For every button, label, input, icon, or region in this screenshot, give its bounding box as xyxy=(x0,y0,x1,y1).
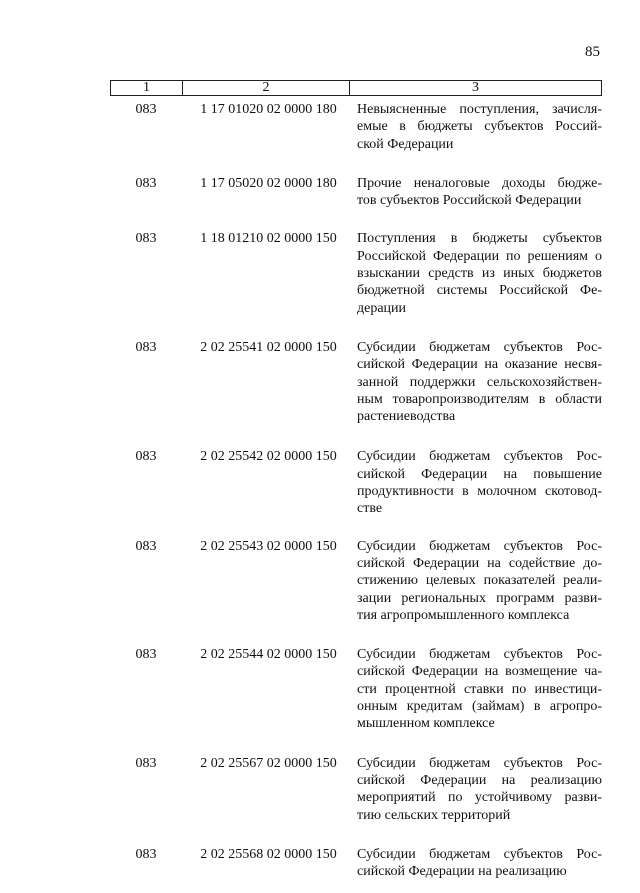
revenue-description xyxy=(349,448,602,517)
admin-code: 083 xyxy=(135,175,157,191)
description-line: бюджетной системы Российской Фе- xyxy=(357,283,602,299)
description-line: Прочие неналоговые доходы бюдже- xyxy=(357,175,602,191)
description-line: сийской Федерации на реализацию xyxy=(357,864,567,880)
table-row xyxy=(110,755,602,824)
description-line: зации региональных программ разви- xyxy=(357,590,602,606)
admin-code: 083 xyxy=(135,755,157,771)
table-row xyxy=(110,538,602,624)
description-line: сти процентной ставки по инвестици- xyxy=(357,681,602,697)
description-line: Субсидии бюджетам субъектов Рос- xyxy=(357,647,602,663)
table-row xyxy=(110,230,602,316)
budget-classification-code: 1 17 01020 02 0000 180 xyxy=(200,102,337,117)
description-line: Субсидии бюджетам субъектов Рос- xyxy=(357,538,602,554)
description-line: онным кредитам (займам) в агропро- xyxy=(357,699,602,715)
budget-classification-code: 1 17 05020 02 0000 180 xyxy=(200,175,337,191)
budget-classification-code: 2 02 25542 02 0000 150 xyxy=(200,449,337,465)
description-line: стижению целевых показателей реали- xyxy=(357,573,602,589)
description-line: Субсидии бюджетам субъектов Рос- xyxy=(357,846,602,862)
budget-classification-code: 2 02 25567 02 0000 150 xyxy=(200,755,337,771)
budget-classification-code: 1 18 01210 02 0000 150 xyxy=(200,231,337,247)
revenue-description xyxy=(349,646,602,732)
description-line: Российской Федерации по решениям о xyxy=(357,248,602,264)
description-line: сийской Федерации на оказание несвя- xyxy=(357,357,602,373)
table-row xyxy=(110,339,602,425)
budget-classification-code: 2 02 25541 02 0000 150 xyxy=(200,339,337,355)
description-line: тия агропромышленного комплекса xyxy=(357,607,570,623)
description-line: Субсидии бюджетам субъектов Рос- xyxy=(357,339,602,355)
header-col-3: 3 xyxy=(472,80,479,95)
admin-code: 083 xyxy=(135,339,157,355)
description-line: занной поддержки сельскохозяйствен- xyxy=(357,374,602,390)
table-row xyxy=(110,101,602,153)
budget-classification-code: 2 02 25543 02 0000 150 xyxy=(200,538,337,554)
description-line: Поступления в бюджеты субъектов xyxy=(357,231,602,247)
table-header xyxy=(110,80,602,96)
revenue-description xyxy=(349,538,602,624)
revenue-description xyxy=(349,230,602,316)
admin-code: 083 xyxy=(135,449,157,465)
revenue-description xyxy=(349,339,602,425)
description-line: емые в бюджеты субъектов Россий- xyxy=(357,119,602,135)
table-row xyxy=(110,846,602,881)
header-col-1: 1 xyxy=(111,81,183,95)
description-line: сийской Федерации на содействие до- xyxy=(357,555,602,571)
revenue-description xyxy=(349,755,602,824)
description-line: дерации xyxy=(357,300,407,316)
description-line: продуктивности в молочном скотовод- xyxy=(357,484,602,500)
description-line: сийской Федерации на реализацию xyxy=(357,772,602,788)
description-line: Субсидии бюджетам субъектов Рос- xyxy=(357,755,602,771)
description-line: мероприятий по устойчивому разви- xyxy=(357,790,602,806)
table-row xyxy=(110,646,602,732)
admin-code: 083 xyxy=(135,846,157,862)
page-number: 85 xyxy=(585,44,600,60)
description-line: ным товаропроизводителям в области xyxy=(357,391,602,407)
description-line: Субсидии бюджетам субъектов Рос- xyxy=(357,449,602,465)
description-line: ской Федерации xyxy=(357,136,454,152)
revenue-description xyxy=(349,846,602,881)
admin-code: 083 xyxy=(135,102,157,117)
budget-classification-code: 2 02 25544 02 0000 150 xyxy=(200,647,337,663)
description-line: мышленном комплексе xyxy=(357,716,495,732)
admin-code: 083 xyxy=(135,231,157,247)
budget-classification-code: 2 02 25568 02 0000 150 xyxy=(200,846,337,862)
description-line: Невыясненные поступления, зачисля- xyxy=(357,102,602,117)
table-row xyxy=(110,175,602,210)
header-col-2: 2 xyxy=(183,81,350,95)
description-line: тов субъектов Российской Федерации xyxy=(357,193,582,209)
description-line: взыскании средств из иных бюджетов xyxy=(357,266,602,282)
description-line: сийской Федерации на повышение xyxy=(357,466,602,482)
revenue-description xyxy=(349,175,602,210)
description-line: сийской Федерации на возмещение ча- xyxy=(357,664,602,680)
revenue-description xyxy=(349,101,602,153)
table-body xyxy=(110,101,602,880)
admin-code: 083 xyxy=(135,647,157,663)
description-line: стве xyxy=(357,501,383,517)
admin-code: 083 xyxy=(135,538,157,554)
description-line: тию сельских территорий xyxy=(357,807,511,823)
description-line: растениеводства xyxy=(357,409,456,425)
table-row xyxy=(110,448,602,517)
